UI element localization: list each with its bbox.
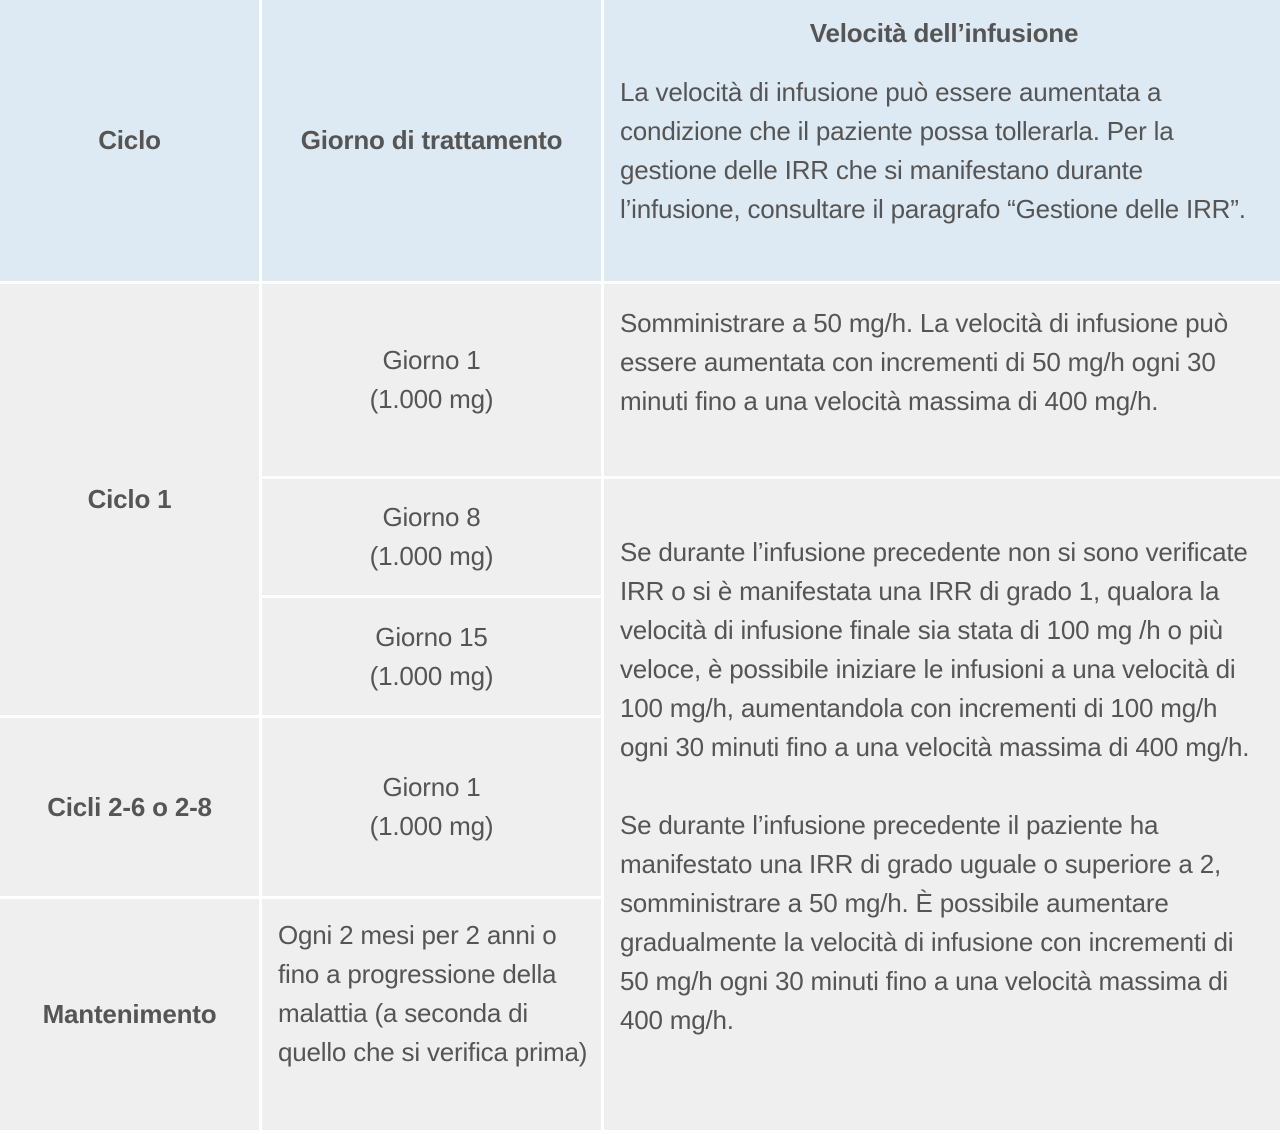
cell-cycles-2-6-8 [0,718,259,896]
header-rate-title: Velocità dell’infusione [809,18,1079,48]
cell-day8 [262,479,601,595]
cell-cycle-1 [0,284,259,715]
day1-cycle2-day: Giorno 1 [382,772,481,802]
day1-cycle2-dose: (1.000 mg) [369,811,494,841]
day15-dose: (1.000 mg) [369,660,494,691]
cell-day1-cycle2 [262,718,601,896]
day8-day: Giorno 8 [382,502,481,532]
header-day [262,0,601,281]
day1-cycle1-dose: (1.000 mg) [369,384,494,414]
rate-no-irr-text: Se durante l’infusione precedente non si sono verificate IRR o si è manifestata una IRR di grado 1, qualora la velocità di infusione finale sia stata di 100 mg /h o più veloce, è possibile iniziare le infusioni a una velocità di 100 mg/h, aumentandola con incrementi di 100 mg/h ogni 30 minuti fino a una velocità massima di 400 mg/h. [620,537,1250,762]
cell-day1-cycle1 [262,284,601,476]
cell-rate-subsequent [604,479,1280,1130]
day8-dose: (1.000 mg) [369,541,494,571]
header-rate-note: La velocità di infusione può essere aumentata a condizione che il paziente possa tollerarla. Per la gestione delle IRR che si manifestano durante l’infusione, consultare il paragrafo “Gestione delle IRR”. [620,77,1246,224]
cycles-2-6-8-label: Cicli 2-6 o 2-8 [47,791,212,822]
day15-day: Giorno 15 [375,621,488,652]
header-cycle-label: Ciclo [98,125,161,155]
cell-maintenance-schedule [262,899,601,1130]
header-rate [604,0,1280,281]
maintenance-label: Mantenimento [42,999,217,1029]
cell-day15 [262,598,601,715]
rate-irr-text: Se durante l’infusione precedente il paziente ha manifestato una IRR di grado uguale o superiore a 2, somministrare a 50 mg/h. È possibile aumentare gradualmente la velocità di infusione con incrementi di 50 mg/h ogni 30 minuti fino a una velocità massima di 400 mg/h. [620,810,1234,1035]
day1-cycle1-day: Giorno 1 [382,345,481,375]
header-cycle [0,0,259,281]
cycle-1-label: Ciclo 1 [87,484,172,514]
maintenance-schedule-text: Ogni 2 mesi per 2 anni o fino a progressione della malattia (a seconda di quello che si verifica prima) [278,920,588,1067]
rate-first-text: Somministrare a 50 mg/h. La velocità di infusione può essere aumentata con incrementi di 50 mg/h ogni 30 minuti fino a una velocità massima di 400 mg/h. [620,308,1228,416]
cell-rate-first [604,284,1280,476]
cell-maintenance [0,899,259,1130]
header-day-label: Giorno di trattamento [300,125,563,155]
